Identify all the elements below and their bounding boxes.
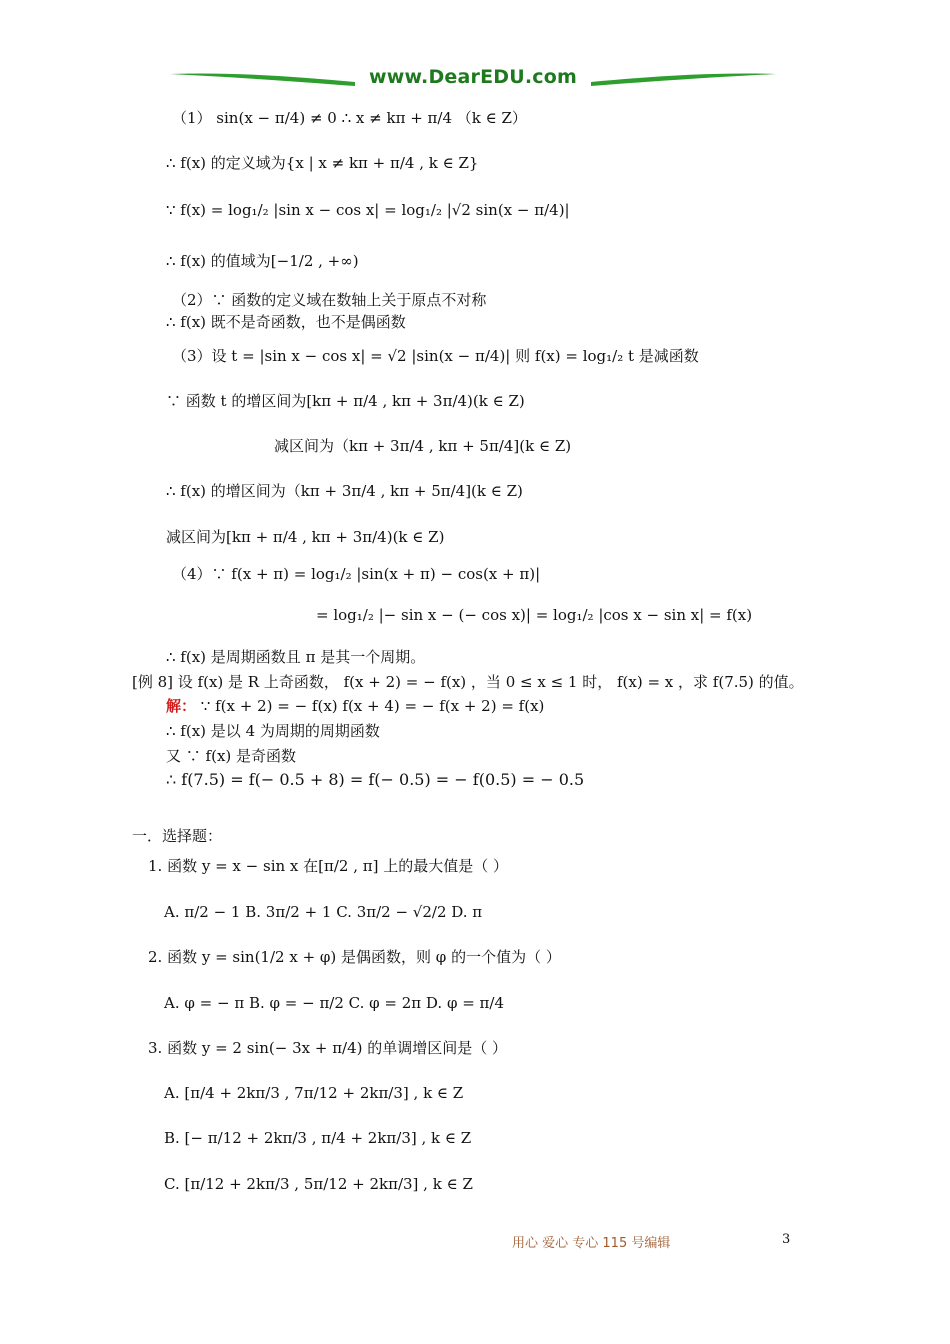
text-line: ∴ f(x) 是以 4 为周期的周期函数 — [166, 722, 380, 740]
solution-line — [166, 696, 544, 716]
page-number: 3 — [782, 1232, 791, 1247]
text-line: ∵ f(x) = log₁/₂ |sin x − cos x| = log₁/₂ |√2 sin(x − π/4)| — [166, 201, 570, 219]
text-line: ∴ f(7.5) = f(− 0.5 + 8) = f(− 0.5) = − f(0.5) = − 0.5 — [166, 770, 585, 789]
text-line: ∴ f(x) 的定义域为{x | x ≠ kπ + π/4 , k ∈ Z} — [166, 154, 479, 172]
text-line: ∴ f(x) 既不是奇函数，也不是偶函数 — [166, 313, 406, 331]
solution-label: 解： — [166, 697, 197, 715]
text-line: ∴ f(x) 是周期函数且 π 是其一个周期。 — [166, 648, 426, 666]
question-2-options: A. φ = − π B. φ = − π/2 C. φ = 2π D. φ = π/4 — [164, 994, 505, 1012]
text-line: 减区间为[kπ + π/4 , kπ + 3π/4)(k ∈ Z) — [166, 528, 445, 546]
text-line: 减区间为（kπ + 3π/4 , kπ + 5π/4](k ∈ Z) — [274, 437, 572, 455]
example-8-line: [例 8] 设 f(x) 是 R 上奇函数， f(x + 2) = − f(x) ，当 0 ≤ x ≤ 1 时， f(x) = x ，求 f(7.5) 的值。 — [132, 673, 804, 691]
question-1-options: A. π/2 − 1 B. 3π/2 + 1 C. 3π/2 − √2/2 D. π — [164, 903, 483, 921]
text-line: （2）∵ 函数的定义域在数轴上关于原点不对称 — [172, 291, 487, 309]
question-3-option-b: B. [− π/12 + 2kπ/3 , π/4 + 2kπ/3] , k ∈ Z — [164, 1129, 472, 1147]
question-3: 3. 函数 y = 2 sin(− 3x + π/4) 的单调增区间是（ ） — [148, 1039, 508, 1057]
text-line: （3）设 t = |sin x − cos x| = √2 |sin(x − π/4)| 则 f(x) = log₁/₂ t 是减函数 — [172, 347, 699, 365]
site-logo-banner — [170, 66, 776, 92]
question-1: 1. 函数 y = x − sin x 在[π/2 , π] 上的最大值是（ ） — [148, 857, 509, 875]
text-line: （1） sin(x − π/4) ≠ 0 ∴ x ≠ kπ + π/4 （k ∈ Z） — [172, 109, 527, 127]
site-logo-text: www.DearEDU.com — [368, 66, 578, 88]
text-line: ∴ f(x) 的增区间为（kπ + 3π/4 , kπ + 5π/4](k ∈ Z) — [166, 482, 523, 500]
text-line: （4）∵ f(x + π) = log₁/₂ |sin(x + π) − cos(x + π)| — [172, 565, 541, 583]
text-line: = log₁/₂ |− sin x − (− cos x)| = log₁/₂ |cos x − sin x| = f(x) — [316, 606, 753, 624]
text-line: 又 ∵ f(x) 是奇函数 — [166, 747, 297, 765]
question-3-option-a: A. [π/4 + 2kπ/3 , 7π/12 + 2kπ/3] , k ∈ Z — [164, 1084, 464, 1102]
text-line: ∵ 函数 t 的增区间为[kπ + π/4 , kπ + 3π/4)(k ∈ Z) — [166, 392, 525, 410]
footer-text: 用心 爱心 专心 115 号编辑 — [512, 1236, 671, 1251]
text-line: ∴ f(x) 的值域为[−1/2 , +∞) — [166, 252, 359, 270]
section-heading: 一．选择题： — [132, 827, 223, 845]
question-3-option-c: C. [π/12 + 2kπ/3 , 5π/12 + 2kπ/3] , k ∈ Z — [164, 1175, 473, 1193]
question-2: 2. 函数 y = sin(1/2 x + φ) 是偶函数，则 φ 的一个值为（ ） — [148, 948, 561, 966]
solution-text: ∵ f(x + 2) = − f(x) f(x + 4) = − f(x + 2) = f(x) — [200, 697, 545, 715]
